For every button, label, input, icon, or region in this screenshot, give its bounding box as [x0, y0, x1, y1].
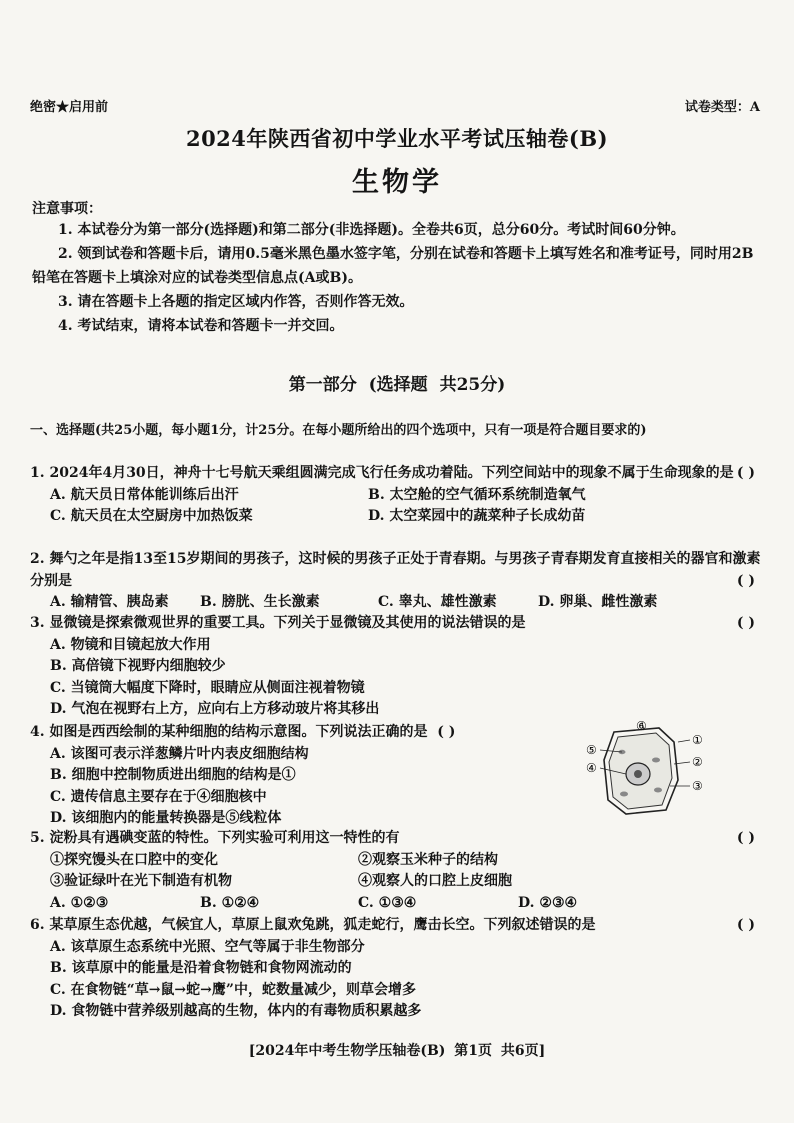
question-stem: 3. 显微镜是探索微观世界的重要工具。下列关于显微镜及其使用的说法错误的是 — [30, 615, 526, 631]
answer-paren: ( ) — [736, 917, 755, 933]
option-c: C. 在食物链“草→鼠→蛇→鹰”中，蛇数量减少，则草会增多 — [50, 981, 416, 998]
question-4 — [30, 722, 590, 830]
option-c: C. ①③④ — [358, 894, 417, 911]
answer-paren: ( ) — [736, 830, 755, 846]
exam-title: 2024年陕西省初中学业水平考试压轴卷(B) — [185, 126, 609, 151]
answer-paren: ( ) — [437, 724, 456, 740]
option-d: D. 卵巢、雌性激素 — [538, 594, 658, 611]
option-a: A. 该图可表示洋葱鳞片叶内表皮细胞结构 — [50, 745, 309, 762]
label-1: ① — [692, 733, 703, 747]
question-stem: 6. 某草原生态优越，气候宜人，草原上鼠欢兔跳，狐走蛇行，鹰击长空。下列叙述错误的是 — [30, 917, 596, 933]
cell-structure-diagram — [574, 720, 714, 820]
option-d: D. 气泡在视野右上方，应向右上方移动玻片将其移出 — [50, 701, 380, 718]
subject-title: 生物学 — [352, 167, 442, 198]
label-6: ⑥ — [636, 720, 647, 733]
answer-paren: ( ) — [736, 615, 755, 631]
question-stem: 2. 舞勺之年是指13至15岁期间的男孩子，这时候的男孩子正处于青春期。与男孩子青春期发育直接相关的器官和激素分别是 — [30, 551, 761, 589]
statement-4: ④观察人的口腔上皮细胞 — [358, 873, 512, 890]
confidential-label: 绝密★启用前 — [30, 100, 109, 115]
notice-heading: 注意事项： — [32, 201, 102, 217]
question-stem: 1. 2024年4月30日，神舟十七号航天乘组圆满完成飞行任务成功着陆。下列空间站中的现象不属于生命现象的是 — [30, 465, 734, 481]
organelle-shape — [652, 758, 660, 763]
option-d: D. 食物链中营养级别越高的生物，体内的有毒物质积累越多 — [50, 1003, 422, 1020]
label-5: ⑤ — [586, 743, 597, 757]
answer-paren: ( ) — [736, 572, 755, 589]
option-a: A. 航天员日常体能训练后出汗 — [50, 486, 239, 503]
statement-3: ③验证绿叶在光下制造有机物 — [50, 873, 232, 890]
option-b: B. 太空舱的空气循环系统制造氧气 — [368, 486, 586, 503]
option-d: D. 太空菜园中的蔬菜种子长成幼苗 — [368, 508, 586, 525]
option-b: B. ①②④ — [200, 894, 260, 911]
notice-item: 4. 考试结束，请将本试卷和答题卡一并交回。 — [58, 318, 344, 334]
option-c: C. 睾丸、雄性激素 — [378, 594, 497, 611]
section-heading: 第一部分 (选择题 共25分) — [288, 375, 506, 395]
question-stem: 4. 如图是西西绘制的某种细胞的结构示意图。下列说法正确的是 — [30, 724, 428, 740]
question-stem: 5. 淀粉具有遇碘变蓝的特性。下列实验可利用这一特性的有 — [30, 830, 400, 846]
option-a: A. ①②③ — [50, 894, 109, 911]
label-2: ② — [692, 755, 703, 769]
page-footer: [2024年中考生物学压轴卷(B) 第1页 共6页] — [248, 1043, 546, 1059]
label-4: ④ — [586, 761, 597, 775]
option-b: B. 膀胱、生长激素 — [200, 594, 320, 611]
option-d: D. ②③④ — [518, 894, 578, 911]
notice-item: 3. 请在答题卡上各题的指定区域内作答，否则作答无效。 — [58, 294, 414, 310]
label-3: ③ — [692, 779, 703, 793]
answer-paren: ( ) — [736, 465, 755, 481]
question-1 — [30, 463, 765, 528]
option-c: C. 航天员在太空厨房中加热饭菜 — [50, 508, 253, 525]
paper-type-label: 试卷类型：A — [684, 100, 760, 115]
statement-2: ②观察玉米种子的结构 — [358, 851, 498, 868]
notice-list — [32, 218, 760, 338]
choice-instructions: 一、选择题(共25小题，每小题1分，计25分。在每小题所给出的四个选项中，只有一项是符合题目要求的) — [30, 423, 647, 438]
option-d: D. 该细胞内的能量转换器是⑤线粒体 — [50, 810, 282, 827]
option-c: C. 遗传信息主要存在于④细胞核中 — [50, 788, 267, 805]
organelle-shape — [620, 792, 628, 797]
option-a: A. 该草原生态系统中光照、空气等属于非生物部分 — [50, 938, 365, 955]
option-b: B. 高倍镜下视野内细胞较少 — [50, 658, 226, 675]
organelle-shape — [654, 788, 662, 793]
option-a: A. 输精管、胰岛素 — [50, 594, 169, 611]
question-5 — [30, 828, 765, 914]
option-c: C. 当镜筒大幅度下降时，眼睛应从侧面注视着物镜 — [50, 679, 365, 696]
option-b: B. 细胞中控制物质进出细胞的结构是① — [50, 767, 296, 784]
question-6 — [30, 915, 765, 1023]
notice-item: 1. 本试卷分为第一部分(选择题)和第二部分(非选择题)。全卷共6页，总分60分。考试时间60分钟。 — [58, 222, 685, 238]
statement-1: ①探究馒头在口腔中的变化 — [50, 851, 218, 868]
nucleolus-shape — [634, 770, 642, 778]
option-b: B. 该草原中的能量是沿着食物链和食物网流动的 — [50, 960, 352, 977]
notice-item: 2. 领到试卷和答题卡后，请用0.5毫米黑色墨水签字笔，分别在试卷和答题卡上填写姓名和准考证号，同时用2B铅笔在答题卡上填涂对应的试卷类型信息点(A或B)。 — [32, 246, 754, 286]
question-2 — [30, 549, 765, 614]
option-a: A. 物镜和目镜起放大作用 — [50, 636, 211, 653]
question-3 — [30, 613, 765, 721]
